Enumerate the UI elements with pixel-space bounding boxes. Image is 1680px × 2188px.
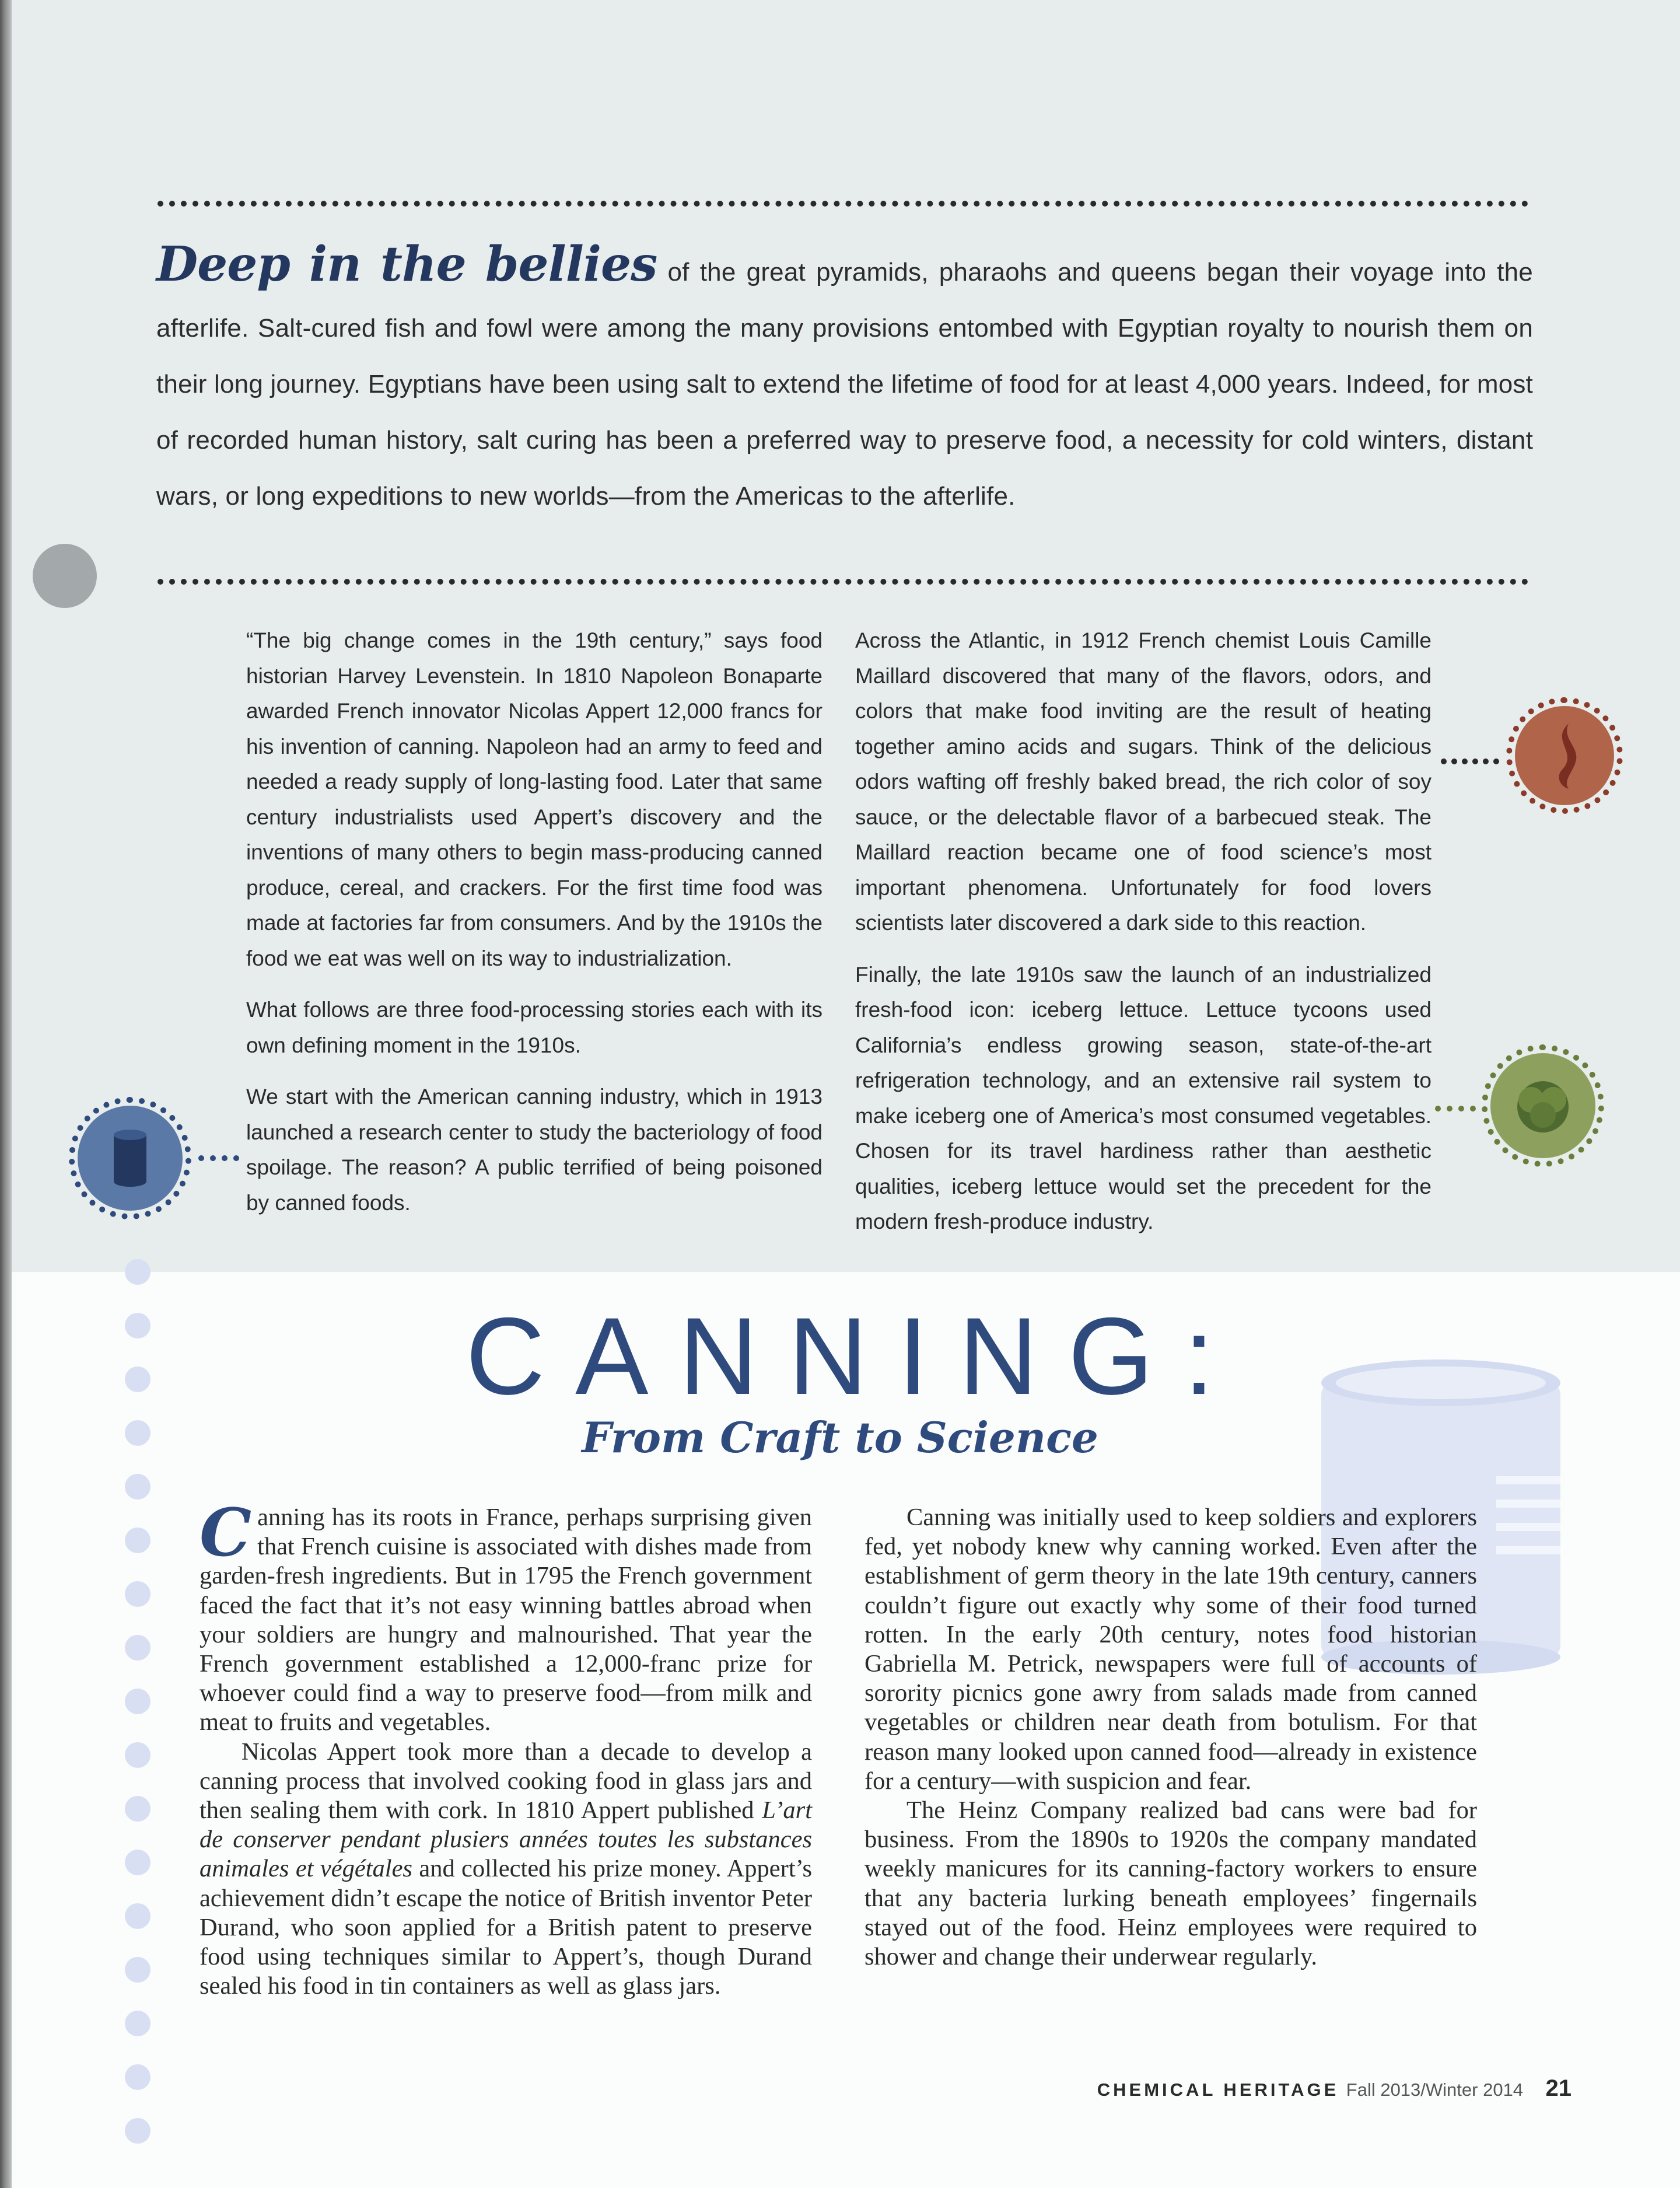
binder-dot (125, 1689, 150, 1714)
top-dotted-rule (158, 201, 1528, 207)
binder-dot (125, 1528, 150, 1553)
body-right-p1: Canning was initially used to keep soldiers and explorers fed, yet nobody knew why canning worked. Even after the establishment of germ theory in the late 19th century, canners couldn’t figure out exactly why some of their food turned rotten. In the early 20th century, notes food historian Gabriella M. Petrick, newspapers were full of accounts of sorority picnics gone awry from salads made from canned vegetables or children near death from botulism. For that reason many looked upon canned food—already in existence for a century—with suspicion and fear. (864, 1504, 1477, 1795)
body-column-right (864, 1503, 1477, 1972)
binder-dot (125, 1742, 150, 1768)
body-left-p2-a: Nicolas Appert took more than a decade to develop a canning process that involved cooking food in glass jars and then sealing them with cork. In 1810 Appert published (200, 1738, 812, 1825)
section-title: CANNING: (466, 1295, 1245, 1417)
intro-text: of the great pyramids, pharaohs and queens began their voyage into the afterlife. Salt-cured fish and fowl were among the many provisions entombed with Egyptian royalty to nourish them on their long journey. Egyptians have been using salt to extend the lifetime of food for at least 4,000 years. Indeed, for most of recorded human history, salt curing has been a preferred way to preserve food, a necessity for cold winters, distant wars, or long expeditions to new worlds—from the Americas to the afterlife. (156, 258, 1533, 511)
column-left-p2: What follows are three food-processing stories each with its own defining moment in the 1910s. (246, 998, 822, 1057)
binder-dot (125, 1850, 150, 1875)
body-left-p2 (200, 1738, 812, 2001)
body-left-p2-b: and collected his prize money. Appert’s achievement didn’t escape the notice of British inventor Peter Durand, who soon applied for a British patent to preserve food using techniques similar to Appert’s, though Durand sealed his food in tin containers as well as glass jars. (200, 1855, 812, 2000)
issue-date: Fall 2013/Winter 2014 (1346, 2079, 1524, 2100)
can-icon-connector (198, 1155, 239, 1161)
section-subtitle: From Craft to Science (582, 1413, 1098, 1462)
binder-dot (125, 1581, 150, 1607)
binder-dot (125, 2118, 150, 2144)
binder-dot (125, 2011, 150, 2036)
drop-cap: C (200, 1495, 252, 1571)
book-title: L’art de conserver pendant plusiers années toutes les substances animales et végétales (200, 1796, 812, 1883)
body-column-left (200, 1495, 812, 2001)
binder-dot (125, 2064, 150, 2090)
column-right (855, 623, 1432, 1256)
magazine-name: CHEMICAL HERITAGE (1097, 2079, 1339, 2100)
column-left (246, 623, 822, 1237)
steam-icon (1515, 706, 1614, 805)
lettuce-icon-connector (1435, 1106, 1476, 1112)
column-left-p1: “The big change comes in the 19th century,” says food historian Harvey Levenstein. In 1810 Napoleon Bonaparte awarded French innovator Nicolas Appert 12,000 francs for his invention of canning. Napoleon had an army to feed and needed a ready supply of long-lasting food. Later that same century industrialists used Appert’s discovery and the inventions of many others to begin mass-producing canned produce, cereal, and crackers. For the first time food was made at factories far from consumers. And by the 1910s the food we eat was well on its way to industrialization. (246, 628, 822, 970)
tin-can-icon (78, 1106, 183, 1211)
punch-hole (33, 544, 97, 608)
steam-icon-connector (1441, 759, 1499, 764)
body-right-p2: The Heinz Company realized bad cans were bad for business. From the 1890s to 1920s the company mandated weekly manicures for its canning-factory workers to ensure that any bacteria lurking beneath employees’ fingernails stayed out of the food. Heinz employees were required to shower and change their underwear regularly. (864, 1796, 1477, 1971)
intro-lead: Deep in the bellies (156, 236, 657, 292)
binder-dot (125, 1796, 150, 1822)
body-left-p1 (200, 1495, 812, 1738)
bottom-dotted-rule (158, 579, 1528, 585)
column-left-p3: We start with the American canning industry, which in 1913 launched a research center to study the bacteriology of food spoilage. The reason? A public terrified of being poisoned by canned foods. (246, 1085, 822, 1215)
column-right-p2: Finally, the late 1910s saw the launch of an industrialized fresh-food icon: iceberg lettuce. Lettuce tycoons used California’s endless growing season, state-of-the-art refrigeration technology, and an extensive rail system to make iceberg one of America’s most consumed vegetables. Chosen for its travel hardiness rather than aesthetic qualities, iceberg lettuce would set the precedent for the modern fresh-produce industry. (855, 962, 1432, 1233)
binding-edge (0, 0, 12, 2188)
lettuce-icon (1490, 1053, 1595, 1158)
page-number: 21 (1545, 2075, 1572, 2101)
binder-dot (125, 1635, 150, 1661)
column-right-p1: Across the Atlantic, in 1912 French chemist Louis Camille Maillard discovered that many of the flavors, odors, and colors that make food inviting are the result of heating together amino acids and sugars. Think of the delicious odors wafting off freshly baked bread, the rich color of soy sauce, or the delectable flavor of a barbecued steak. The Maillard reaction became one of food science’s most important phenomena. Unfortunately for food lovers scientists later discovered a dark side to this reaction. (855, 628, 1432, 935)
binder-dot (125, 1474, 150, 1500)
binder-dot (125, 1903, 150, 1929)
body-left-p1-text: anning has its roots in France, perhaps surprising given that French cuisine is associated with dishes made from garden-fresh ingredients. But in 1795 the French government faced the fact that it’s not easy winning battles abroad when your soldiers are hungry and malnourished. That year the French government established a 12,000-franc prize for whoever could find a way to preserve food—from milk and meat to fruits and vegetables. (200, 1504, 812, 1736)
intro-paragraph (156, 236, 1533, 525)
page-footer (1097, 2075, 1572, 2102)
binder-dot (125, 1259, 150, 1285)
binder-dot (125, 1957, 150, 1983)
